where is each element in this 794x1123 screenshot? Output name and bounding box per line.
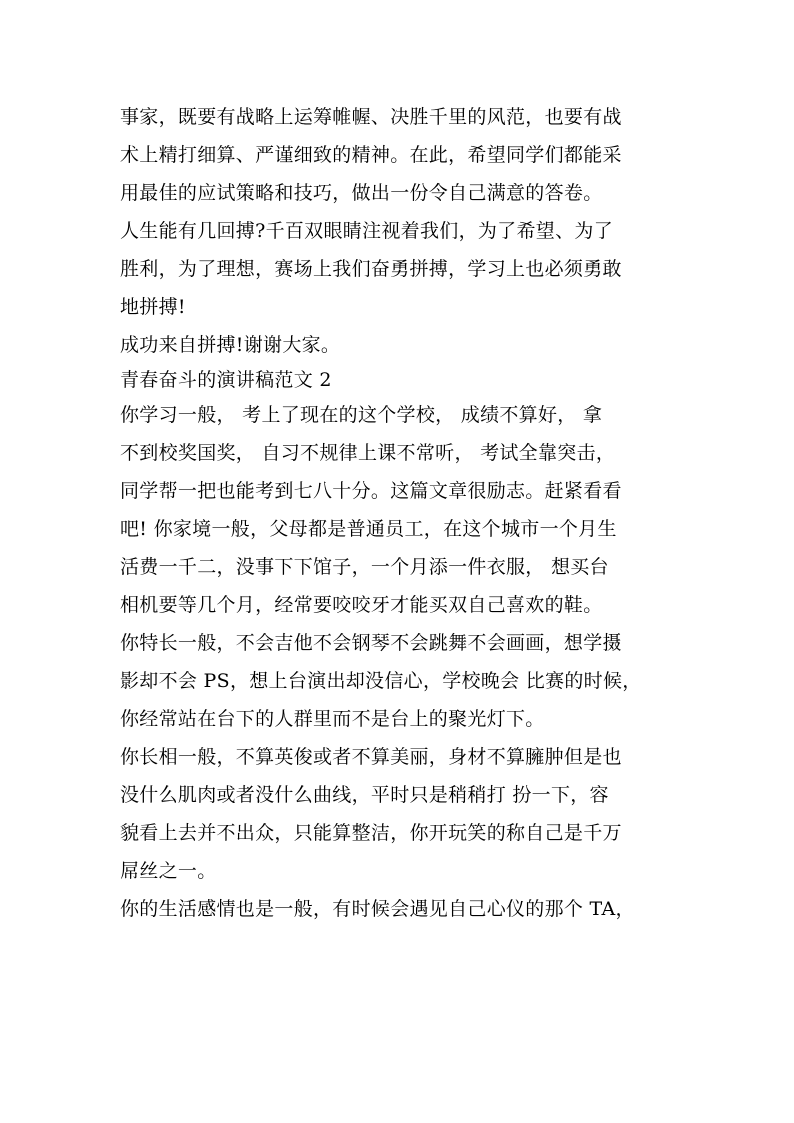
text-line: 术上精打细算、严谨细致的精神。在此，希望同学们都能采 xyxy=(120,144,622,166)
text-line: 胜利，为了理想，赛场上我们奋勇拼搏，学习上也必须勇敢 xyxy=(120,258,622,280)
text-line: 你学习一般， 考上了现在的这个学校， 成绩不算好， 拿 xyxy=(120,404,603,426)
text-line: 影却不会 PS，想上台演出却没信心，学校晚会 比赛的时候， xyxy=(120,670,642,692)
text-line: 相机要等几个月，经常要咬咬牙才能买双自己喜欢的鞋。 xyxy=(120,594,603,616)
text-line: 同学帮一把也能考到七八十分。这篇文章很励志。赶紧看看 xyxy=(120,480,622,502)
text-line: 你经常站在台下的人群里而不是台上的聚光灯下。 xyxy=(120,708,545,730)
text-line: 屌丝之一。 xyxy=(120,860,217,882)
text-line: 地拼搏! xyxy=(120,296,186,318)
text-line: 不到校奖国奖， 自习不规律上课不常听， 考试全靠突击， xyxy=(120,442,616,464)
text-line: 你特长一般，不会吉他不会钢琴不会跳舞不会画画，想学摄 xyxy=(120,632,622,654)
section-heading: 青春奋斗的演讲稿范文 2 xyxy=(120,369,332,391)
body-text xyxy=(120,98,680,928)
text-line: 活费一千二，没事下下馆子，一个月添一件衣服， 想买台 xyxy=(120,556,609,578)
text-line: 你长相一般，不算英俊或者不算美丽，身材不算臃肿但是也 xyxy=(120,746,622,768)
text-line: 吧! 你家境一般，父母都是普通员工，在这个城市一个月生 xyxy=(120,518,617,540)
text-line: 成功来自拼搏!谢谢大家。 xyxy=(120,334,341,356)
text-line: 人生能有几回搏?千百双眼睛注视着我们，为了希望、为了 xyxy=(120,220,613,242)
text-line: 没什么肌肉或者没什么曲线，平时只是稍稍打 扮一下，容 xyxy=(120,784,609,806)
text-line: 用最佳的应试策略和技巧，做出一份令自己满意的答卷。 xyxy=(120,182,603,204)
text-line: 你的生活感情也是一般，有时候会遇见自己心仪的那个 TA， xyxy=(120,898,635,920)
text-line: 貌看上去并不出众，只能算整洁，你开玩笑的称自己是千万 xyxy=(120,822,622,844)
text-line: 事家，既要有战略上运筹帷幄、决胜千里的风范，也要有战 xyxy=(120,106,622,128)
